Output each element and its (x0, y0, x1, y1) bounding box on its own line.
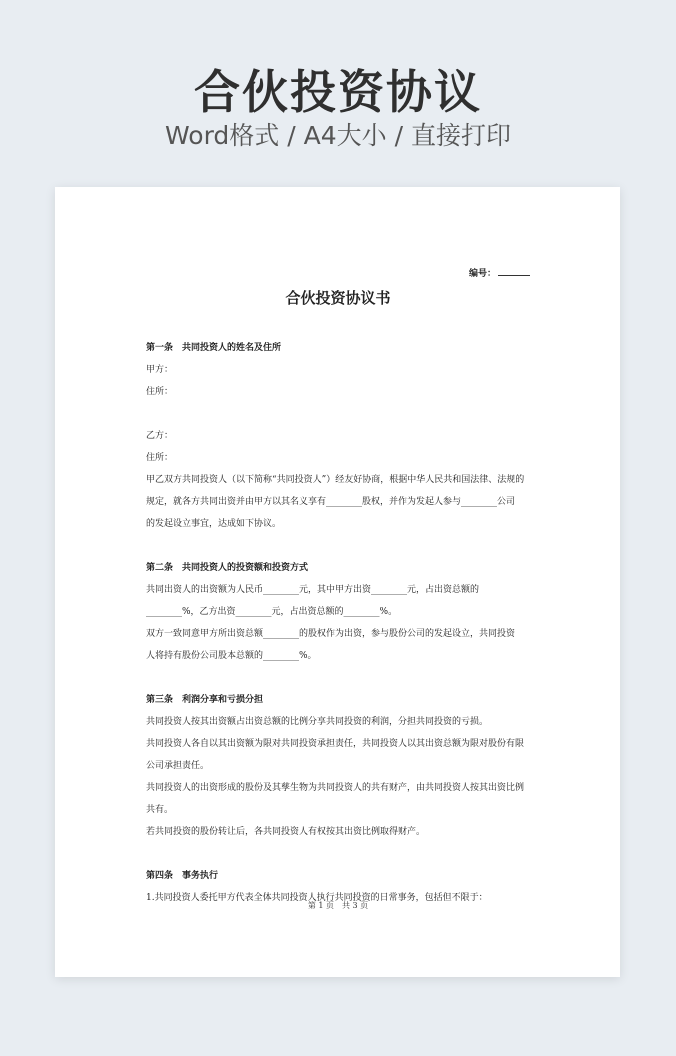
party-b-label: 乙方： (146, 431, 174, 441)
section-3-para-line: 共同投资人按其出资额占出资总额的比例分享共同投资的利润，分担共同投资的亏损。 (146, 717, 489, 727)
section-4-para-line: 1.共同投资人委托甲方代表全体共同投资人执行共同投资的日常事务，包括但不限于： (146, 893, 488, 903)
document-number (146, 265, 530, 281)
banner-title: 合伙投资协议 (194, 65, 482, 119)
number-label: 编号： (468, 269, 496, 279)
section-2-heading: 第二条 共同投资人的投资额和投资方式 (146, 563, 309, 573)
document-page (55, 187, 620, 977)
section-1-para-line: 的发起设立事宜，达成如下协议。 (146, 519, 282, 529)
section-1-para-line: 甲乙双方共同投资人（以下简称“共同投资人”）经友好协商，根据中华人民共和国法律、法规的 (146, 475, 525, 485)
section-2-para-line: 人将持有股份公司股本总额的________%。 (146, 651, 317, 661)
banner-subtitle: Word格式 / A4大小 / 直接打印 (165, 121, 511, 150)
number-blank (498, 265, 530, 276)
section-2-para-line: 双方一致同意甲方所出资总额________的股权作为出资，参与股份公司的发起设立，共同投资 (146, 629, 516, 639)
document-body (146, 337, 530, 909)
section-3-heading: 第三条 利润分享和亏损分担 (146, 695, 264, 705)
section-3-para-line: 若共同投资的股份转让后，各共同投资人有权按其出资比例取得财产。 (146, 827, 426, 837)
section-3-para-line: 公司承担责任。 (146, 761, 210, 771)
section-3-para-line: 共同投资人的出资形成的股份及其孳生物为共同投资人的共有财产，由共同投资人按其出资比例 (146, 783, 525, 793)
document-title: 合伙投资协议书 (285, 289, 391, 307)
section-2-para-line: 共同出资人的出资额为人民币________元，其中甲方出资________元，占出资总额的 (146, 585, 480, 595)
party-a-label: 甲方： (146, 365, 174, 375)
party-b-address: 住所： (146, 453, 174, 463)
section-3-para-line: 共同投资人各自以其出资额为限对共同投资承担责任，共同投资人以其出资总额为限对股份有限 (146, 739, 525, 749)
section-1-para-line: 规定，就各方共同出资并由甲方以其名义享有________股权，并作为发起人参与________公司 (146, 497, 516, 507)
page-footer: 第 1 页 共 3 页 (307, 901, 369, 910)
section-2-para-line: ________%，乙方出资________元，占出资总额的________%。 (146, 607, 398, 617)
section-4-heading: 第四条 事务执行 (146, 871, 219, 881)
section-1-heading: 第一条 共同投资人的姓名及住所 (146, 343, 282, 353)
section-3-para-line: 共有。 (146, 805, 174, 815)
party-a-address: 住所： (146, 387, 174, 397)
